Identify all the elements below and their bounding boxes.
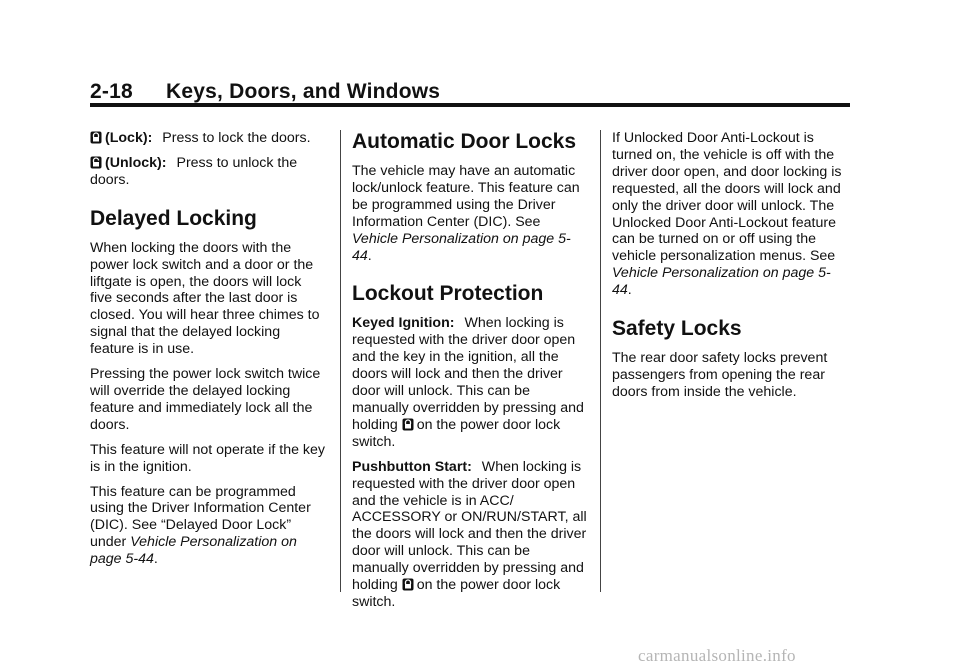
safety-locks-heading: Safety Locks (612, 317, 742, 341)
auto-paragraph (352, 163, 590, 264)
page-number: 2-18 (90, 80, 133, 103)
section-title: Keys, Doors, and Windows (166, 80, 441, 103)
delayed-paragraph-3: This feature will not operate if the key is in the ignition. (90, 441, 326, 475)
delayed-paragraph-4 (90, 484, 326, 569)
lock-icon (90, 131, 102, 144)
period: . (153, 551, 158, 568)
keyed-ignition-paragraph (352, 315, 590, 450)
unlock-icon (90, 156, 102, 169)
delayed-p4-text: This feature can be programmed using the Driver Information Center (DIC). See “Delayed Door Lock” under (90, 483, 311, 551)
period: . (367, 247, 372, 264)
period: . (627, 282, 632, 299)
safety-paragraph: The rear door safety locks prevent passengers from opening the rear doors from inside the vehicle. (612, 350, 828, 400)
anti-lockout-text: If Unlocked Door Anti-Lockout is turned on, the vehicle is off with the driver door open, and door locking is requested, all the doors will lock and only the driver door will unlock. The Unlocked Door Anti-Lockout feature can be turned on or off using the vehicle personalization menus. See (612, 130, 842, 265)
cross-reference-link[interactable]: Vehicle Personalization on page 5-44 (90, 534, 297, 568)
pushbutton-start-term: Pushbutton Start: (352, 458, 472, 475)
unlock-text: Press to unlock the doors. (90, 154, 298, 188)
unlock-item (90, 155, 326, 189)
lock-item (90, 130, 326, 147)
lock-term: (Lock): (105, 130, 153, 146)
column-divider (340, 130, 341, 592)
header-rule (90, 103, 850, 107)
column-2 (352, 130, 590, 619)
cross-reference-link[interactable]: Vehicle Personalization on page 5-44 (612, 265, 831, 299)
cross-reference-link[interactable]: Vehicle Personalization on page 5-44 (352, 230, 571, 264)
keyed-ignition-term: Keyed Ignition: (352, 315, 455, 332)
column-1 (90, 130, 326, 576)
delayed-paragraph-2: Pressing the power lock switch twice will override the delayed locking feature and immediately lock all the doors. (90, 366, 321, 433)
lockout-protection-heading: Lockout Protection (352, 282, 544, 306)
column-divider (600, 130, 601, 592)
pushbutton-text-end: on the power door lock switch. (352, 577, 561, 610)
delayed-locking-heading: Delayed Locking (90, 206, 257, 230)
keyed-text-end: on the power door lock switch. (352, 416, 561, 450)
delayed-paragraph-1: When locking the doors with the power lock switch and a door or the liftgate is open, the doors will lock five seconds after the last door is closed. You will hear three chimes to signal that the delayed locking feature is in use. (90, 239, 320, 358)
anti-lockout-paragraph (612, 130, 850, 299)
pushbutton-text: When locking is requested with the driver door open and the vehicle is in ACC/ ACCESSORY or ON/RUN/START, all the doors will lock and then the driver door will unlock. This can be manually overridden by pressing and holding (352, 458, 587, 594)
column-3 (612, 130, 850, 409)
lock-icon (402, 578, 414, 591)
lock-text: Press to lock the doors. (162, 130, 311, 146)
watermark: carmanualsonline.info (638, 646, 796, 665)
auto-text: The vehicle may have an automatic lock/unlock feature. This feature can be programmed using the Driver Information Center (DIC). See (352, 163, 580, 230)
unlock-term: (Unlock): (105, 154, 167, 171)
lock-icon (402, 418, 414, 431)
page-header (90, 80, 850, 104)
pushbutton-start-paragraph (352, 459, 590, 611)
automatic-door-locks-heading: Automatic Door Locks (352, 130, 577, 153)
keyed-text: When locking is requested with the driver door open and the key in the ignition, all the doors will lock and then the driver door will unlock. This can be manually overridden by pressing and holding (352, 315, 584, 433)
